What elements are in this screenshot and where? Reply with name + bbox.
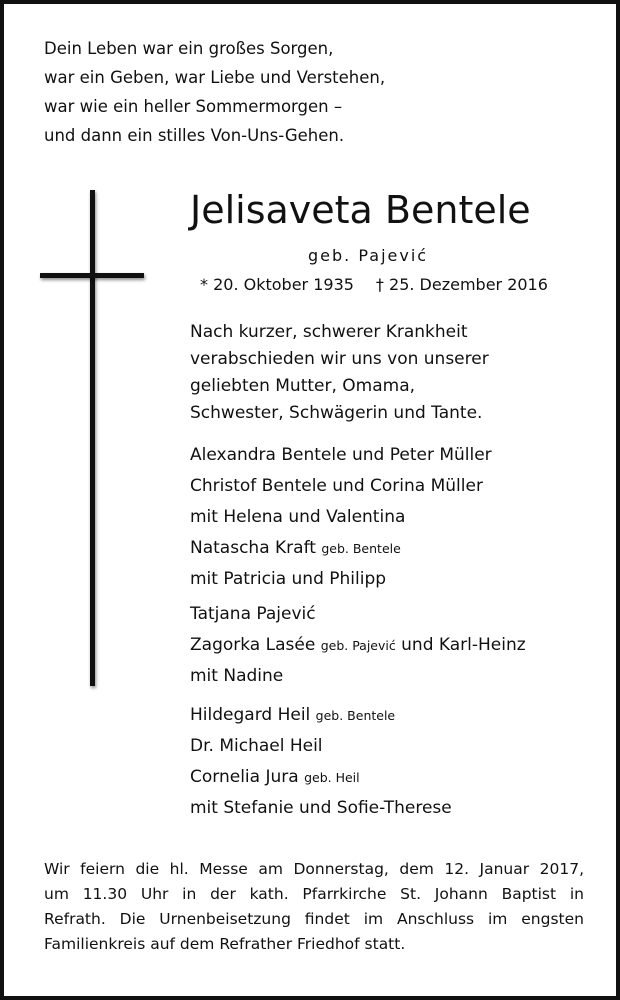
mourner-line: mit Patricia und Philipp bbox=[190, 569, 387, 589]
birth-name-note: geb. Bentele bbox=[315, 708, 396, 723]
memorial-poem bbox=[44, 34, 584, 150]
service-line: Refrath. Die Urnenbeisetzung findet im Anschluss im engsten bbox=[44, 910, 584, 928]
message-line: Nach kurzer, schwerer Krankheit bbox=[190, 322, 468, 342]
mourner-line: mit Stefanie und Sofie-Therese bbox=[190, 798, 452, 818]
service-line: Wir feiern die hl. Messe am Donnerstag, dem 12. Januar 2017, bbox=[44, 860, 584, 878]
life-dates bbox=[200, 272, 548, 298]
death-date: † 25. Dezember 2016 bbox=[375, 275, 548, 294]
service-details bbox=[44, 857, 584, 957]
mourner-line: Cornelia Jura geb. Heil bbox=[190, 767, 360, 787]
cross-horizontal-beam bbox=[40, 273, 144, 278]
farewell-message bbox=[190, 319, 489, 427]
mourner-line: mit Nadine bbox=[190, 666, 284, 686]
poem-line: war ein Geben, war Liebe und Verstehen, bbox=[44, 68, 386, 87]
birth-date: * 20. Oktober 1935 bbox=[200, 275, 354, 294]
mourner-line: Alexandra Bentele und Peter Müller bbox=[190, 445, 492, 465]
poem-line: Dein Leben war ein großes Sorgen, bbox=[44, 39, 334, 58]
birth-name-note: geb. Heil bbox=[304, 770, 360, 785]
poem-line: und dann ein stilles Von-Uns-Gehen. bbox=[44, 126, 345, 145]
birth-name-note: geb. Pajević bbox=[320, 638, 396, 653]
mourner-group bbox=[190, 599, 526, 692]
deceased-name: Jelisaveta Bentele bbox=[190, 188, 531, 232]
mourner-line: mit Helena und Valentina bbox=[190, 507, 406, 527]
mourner-line: Dr. Michael Heil bbox=[190, 736, 323, 756]
birth-name-note: geb. Bentele bbox=[321, 541, 401, 556]
cross-vertical-beam bbox=[90, 190, 95, 686]
mourner-line: Christof Bentele und Corina Müller bbox=[190, 476, 483, 496]
service-line: Familienkreis auf dem Refrather Friedhof statt. bbox=[44, 935, 406, 953]
mourner-group bbox=[190, 700, 452, 824]
mourner-group bbox=[190, 440, 492, 595]
message-line: geliebten Mutter, Omama, bbox=[190, 376, 416, 396]
message-line: Schwester, Schwägerin und Tante. bbox=[190, 403, 483, 423]
maiden-name: geb. Pajević bbox=[308, 246, 429, 265]
service-line: um 11.30 Uhr in der kath. Pfarrkirche St. Johann Baptist in bbox=[44, 885, 584, 903]
poem-line: war wie ein heller Sommermorgen – bbox=[44, 97, 343, 116]
cross-icon bbox=[40, 190, 144, 686]
mourner-line: Tatjana Pajević bbox=[190, 604, 316, 624]
message-line: verabschieden wir uns von unserer bbox=[190, 349, 489, 369]
mourner-line: Hildegard Heil geb. Bentele bbox=[190, 705, 396, 725]
mourner-line: Zagorka Lasée geb. Pajević und Karl-Heinz bbox=[190, 635, 526, 655]
mourner-line: Natascha Kraft geb. Bentele bbox=[190, 538, 401, 558]
